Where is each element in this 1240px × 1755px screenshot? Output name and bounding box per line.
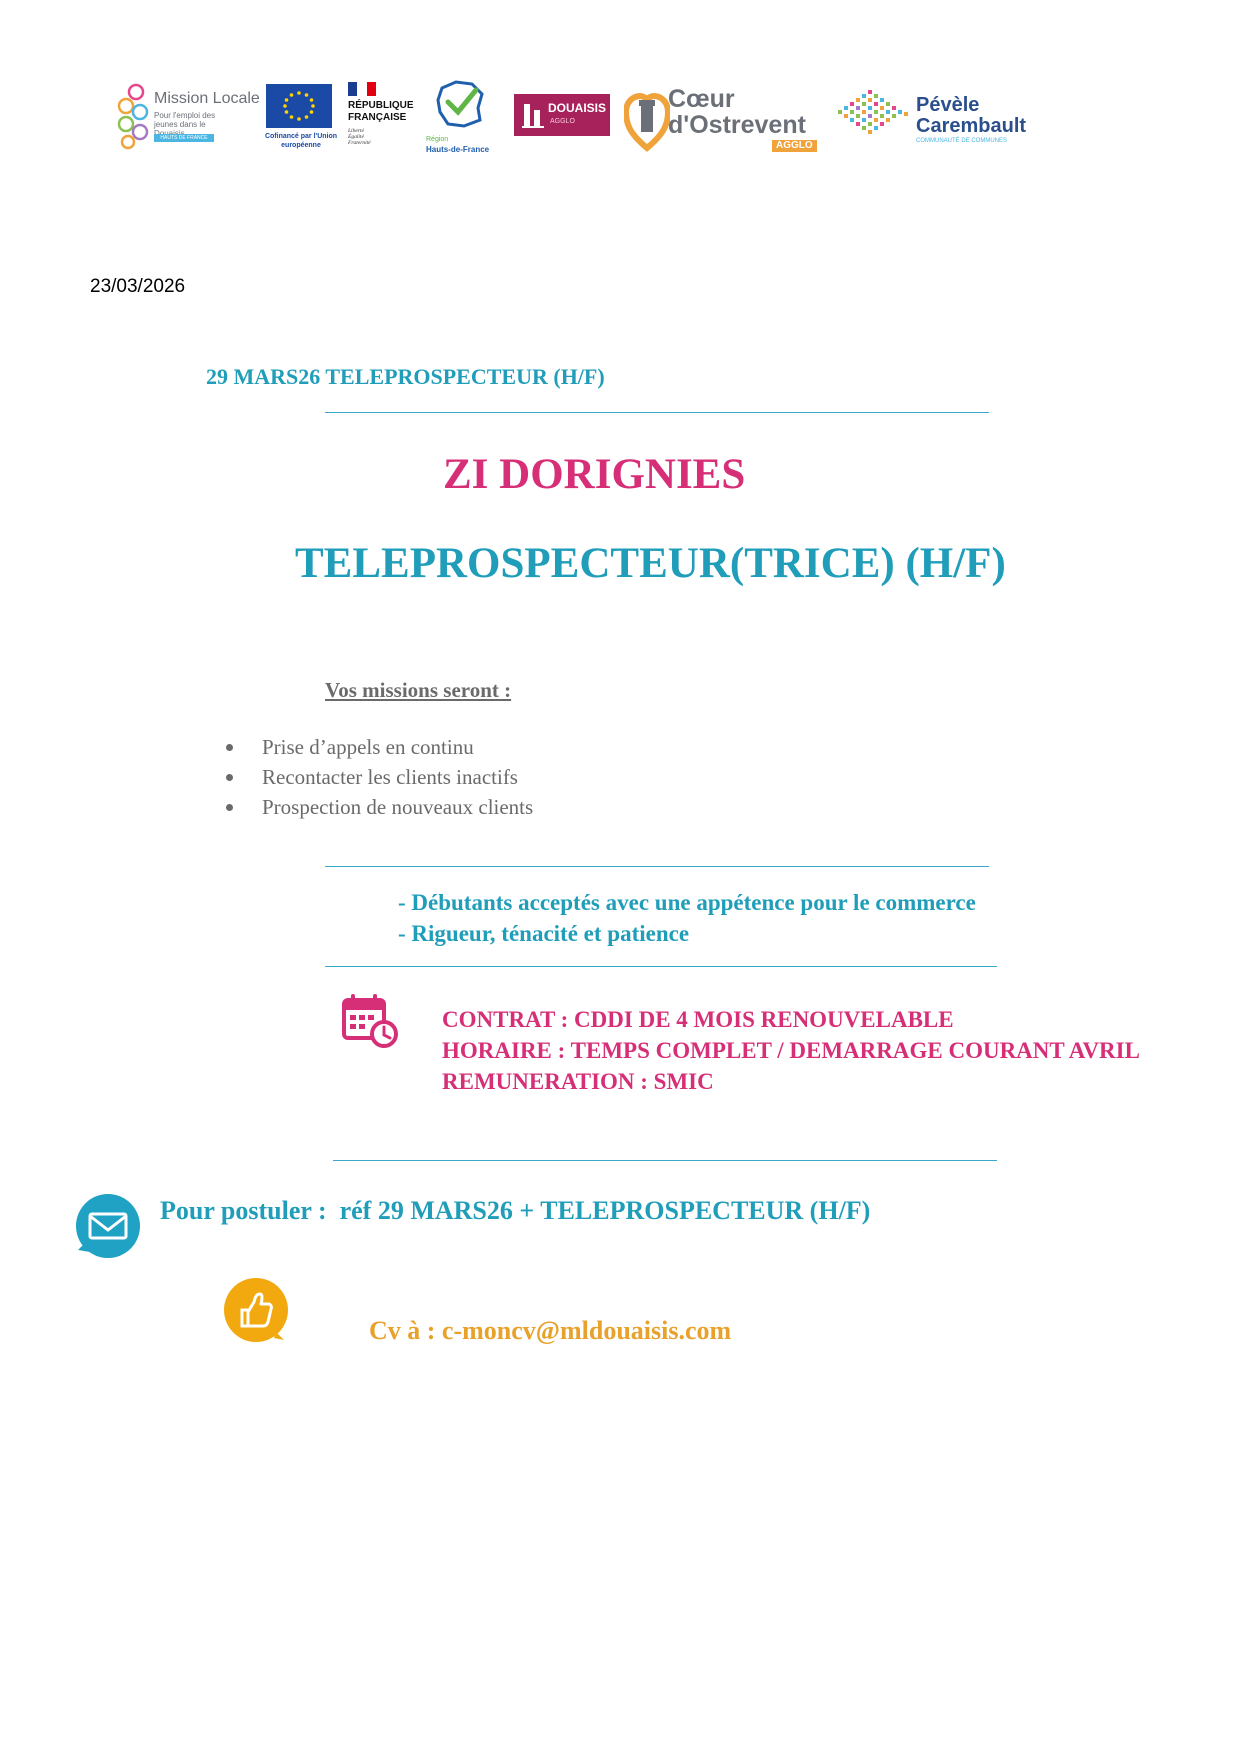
apply-instructions: Pour postuler : réf 29 MARS26 + TELEPROSPECTEUR (H/F) [160, 1196, 871, 1225]
bullet-icon [226, 804, 233, 811]
logo-coeur-ostrevent [624, 78, 824, 158]
list-item [222, 732, 533, 762]
mission-text: Prospection de nouveaux clients [262, 795, 534, 819]
heart-tower-icon [624, 78, 670, 154]
requirement-item: - Rigueur, ténacité et patience [398, 921, 690, 946]
coeur-line2: d'Ostrevent [668, 111, 806, 139]
logo-douaisis-agglo [514, 78, 610, 158]
contract-details [442, 1004, 1162, 1097]
contract-type: CONTRAT : CDDI DE 4 MOIS RENOUVELABLE [442, 1007, 954, 1032]
coeur-line1: Cœur [668, 85, 735, 113]
logo-pevele-carembault [836, 78, 1026, 158]
envelope-bubble-icon [72, 1192, 142, 1262]
pevele-dots-icon [836, 88, 914, 146]
pevele-sub: COMMUNAUTÉ DE COMMUNES [916, 138, 1007, 144]
list-item [222, 792, 533, 822]
cv-email: Cv à : c-moncv@mldouaisis.com [369, 1316, 732, 1345]
region-map-check-icon [432, 78, 488, 130]
logo-republique-francaise [348, 78, 418, 158]
mission-locale-subtitle: Pour l'emploi des jeunes dans le [154, 111, 216, 129]
eu-caption: Cofinancé par l'Union européenne [264, 133, 338, 149]
bullet-icon [226, 744, 233, 751]
missions-heading: Vos missions seront : [325, 678, 512, 702]
region-caption-1: Région [426, 136, 449, 143]
douaisis-sub: AGGLO [550, 118, 575, 125]
mission-locale-title: Mission Locale [154, 90, 260, 107]
thumbs-up-icon [220, 1276, 292, 1348]
contract-schedule: HORAIRE : TEMPS COMPLET / DEMARRAGE COURANT AVRIL [442, 1038, 1140, 1063]
mission-text: Prise d’appels en continu [262, 735, 474, 759]
document-date: 23/03/2026 [90, 276, 186, 297]
logo-mission-locale [112, 78, 260, 158]
logo-eu [264, 78, 338, 158]
coeur-tag: AGGLO [772, 140, 817, 152]
requirements [398, 887, 976, 949]
contract-salary: REMUNERATION : SMIC [442, 1069, 714, 1094]
marianne-flag-icon [348, 82, 376, 96]
missions-list [222, 732, 533, 822]
pevele-line1: Pévèle [916, 94, 980, 116]
reference-title: 29 MARS26 TELEPROSPECTEUR (H/F) [206, 364, 605, 389]
job-location: ZI DORIGNIES [443, 451, 746, 498]
douaisis-block [514, 94, 610, 136]
list-item [222, 762, 533, 792]
pevele-line2: Carembault [916, 115, 1027, 137]
logo-region-hauts-de-france [424, 78, 502, 158]
divider-1 [325, 412, 989, 413]
mission-text: Recontacter les clients inactifs [262, 765, 518, 789]
republique-motto: Liberté Égalité Fraternité [348, 128, 371, 146]
mission-locale-rings-icon [114, 82, 154, 152]
republique-name: RÉPUBLIQUE FRANÇAISE [348, 100, 414, 123]
requirement-item: - Débutants acceptés avec une appétence pour le commerce [398, 890, 976, 915]
mission-locale-band: HAUTS DE FRANCE [154, 134, 214, 142]
calendar-clock-icon [340, 990, 400, 1050]
region-caption-2: Hauts-de-France [426, 145, 490, 154]
divider-2 [325, 866, 989, 867]
job-title: TELEPROSPECTEUR(TRICE) (H/F) [295, 540, 1006, 587]
eu-flag-icon [266, 84, 332, 128]
divider-4 [333, 1160, 997, 1161]
bullet-icon [226, 774, 233, 781]
douaisis-emblem-icon [522, 100, 544, 130]
divider-3 [325, 966, 997, 967]
douaisis-name: DOUAISIS [548, 101, 607, 115]
